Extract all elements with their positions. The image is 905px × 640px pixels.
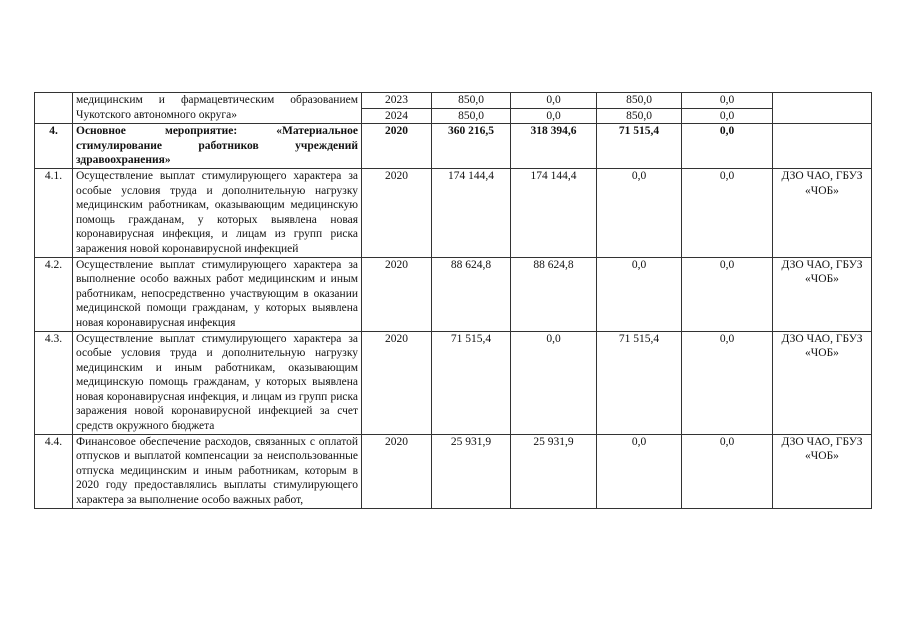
table-row <box>35 331 773 434</box>
cell-col5: 0,0 <box>682 168 773 257</box>
cell-year: 2020 <box>362 168 432 257</box>
row-number: 4.2. <box>35 257 73 331</box>
row-number: 4.3. <box>35 331 73 434</box>
cell-col3: 318 394,6 <box>511 124 597 169</box>
cell-col4: 0,0 <box>597 257 682 331</box>
cell-col5: 0,0 <box>682 93 773 109</box>
table-row <box>35 93 773 109</box>
cell-col5: 0,0 <box>682 108 773 124</box>
cell-year: 2024 <box>362 108 432 124</box>
responsible-column <box>772 92 872 509</box>
row-number <box>35 93 73 124</box>
cell-col4: 71 515,4 <box>597 124 682 169</box>
cell-total: 88 624,8 <box>432 257 511 331</box>
cell-year: 2020 <box>362 331 432 434</box>
table-row <box>35 257 773 331</box>
row-description: Осуществление выплат стимулирующего характера за выполнение особо важных работ медицинским и иным работникам, непосредственно участвующим в оказании медицинской помощи гражданам, у которых выявлена новая коронавирусная инфекция <box>73 257 362 331</box>
cell-year: 2020 <box>362 257 432 331</box>
cell-year: 2020 <box>362 124 432 169</box>
cell-total: 850,0 <box>432 93 511 109</box>
row-number: 4.4. <box>35 434 73 508</box>
cell-col5: 0,0 <box>682 257 773 331</box>
cell-col5: 0,0 <box>682 331 773 434</box>
cell-total: 71 515,4 <box>432 331 511 434</box>
row-description: Основное мероприятие: «Материальное стимулирование работников учреждений здравоохранения» <box>73 124 362 169</box>
cell-col3: 0,0 <box>511 93 597 109</box>
table-row <box>35 168 773 257</box>
cell-col3: 174 144,4 <box>511 168 597 257</box>
resp-cell <box>773 124 872 169</box>
row-number: 4.1. <box>35 168 73 257</box>
cell-total: 25 931,9 <box>432 434 511 508</box>
cell-col3: 25 931,9 <box>511 434 597 508</box>
cell-col3: 0,0 <box>511 108 597 124</box>
resp-cell: ДЗО ЧАО, ГБУЗ «ЧОБ» <box>773 168 872 257</box>
resp-cell <box>773 93 872 124</box>
cell-total: 850,0 <box>432 108 511 124</box>
cell-year: 2023 <box>362 93 432 109</box>
cell-total: 174 144,4 <box>432 168 511 257</box>
resp-cell: ДЗО ЧАО, ГБУЗ «ЧОБ» <box>773 257 872 331</box>
cell-col5: 0,0 <box>682 434 773 508</box>
cell-col4: 850,0 <box>597 93 682 109</box>
cell-col4: 850,0 <box>597 108 682 124</box>
cell-col5: 0,0 <box>682 124 773 169</box>
cell-col3: 88 624,8 <box>511 257 597 331</box>
cell-col4: 0,0 <box>597 434 682 508</box>
resp-cell: ДЗО ЧАО, ГБУЗ «ЧОБ» <box>773 434 872 508</box>
cell-col3: 0,0 <box>511 331 597 434</box>
cell-col4: 0,0 <box>597 168 682 257</box>
row-number: 4. <box>35 124 73 169</box>
row-description: Финансовое обеспечение расходов, связанных с оплатой отпусков и выплатой компенсации за неиспользованные отпуска медицинским и иным работникам, которым в 2020 году предоставлялись выплаты стимулирующего характера за выполнение особо важных работ, <box>73 434 362 508</box>
row-description: медицинским и фармацевтическим образованием Чукотского автономного округа» <box>73 93 362 124</box>
program-table <box>34 92 773 509</box>
table-row <box>35 124 773 169</box>
cell-total: 360 216,5 <box>432 124 511 169</box>
row-description: Осуществление выплат стимулирующего характера за особые условия труда и дополнительную нагрузку медицинским работникам, оказывающим медицинскую помощь гражданам, у которых выявлена новая коронавирусная инфекция, и лицам из групп риска заражения новой коронавирусной инфекцией <box>73 168 362 257</box>
cell-year: 2020 <box>362 434 432 508</box>
row-description: Осуществление выплат стимулирующего характера за особые условия труда и дополнительную нагрузку медицинским и иным работникам, оказывающим медицинскую помощь гражданам, у которых выявлена новая коронавирусная инфекция, и лицам из групп риска заражения новой коронавирусной инфекцией за счет средств окружного бюджета <box>73 331 362 434</box>
table-row <box>35 434 773 508</box>
resp-cell: ДЗО ЧАО, ГБУЗ «ЧОБ» <box>773 331 872 434</box>
cell-col4: 71 515,4 <box>597 331 682 434</box>
